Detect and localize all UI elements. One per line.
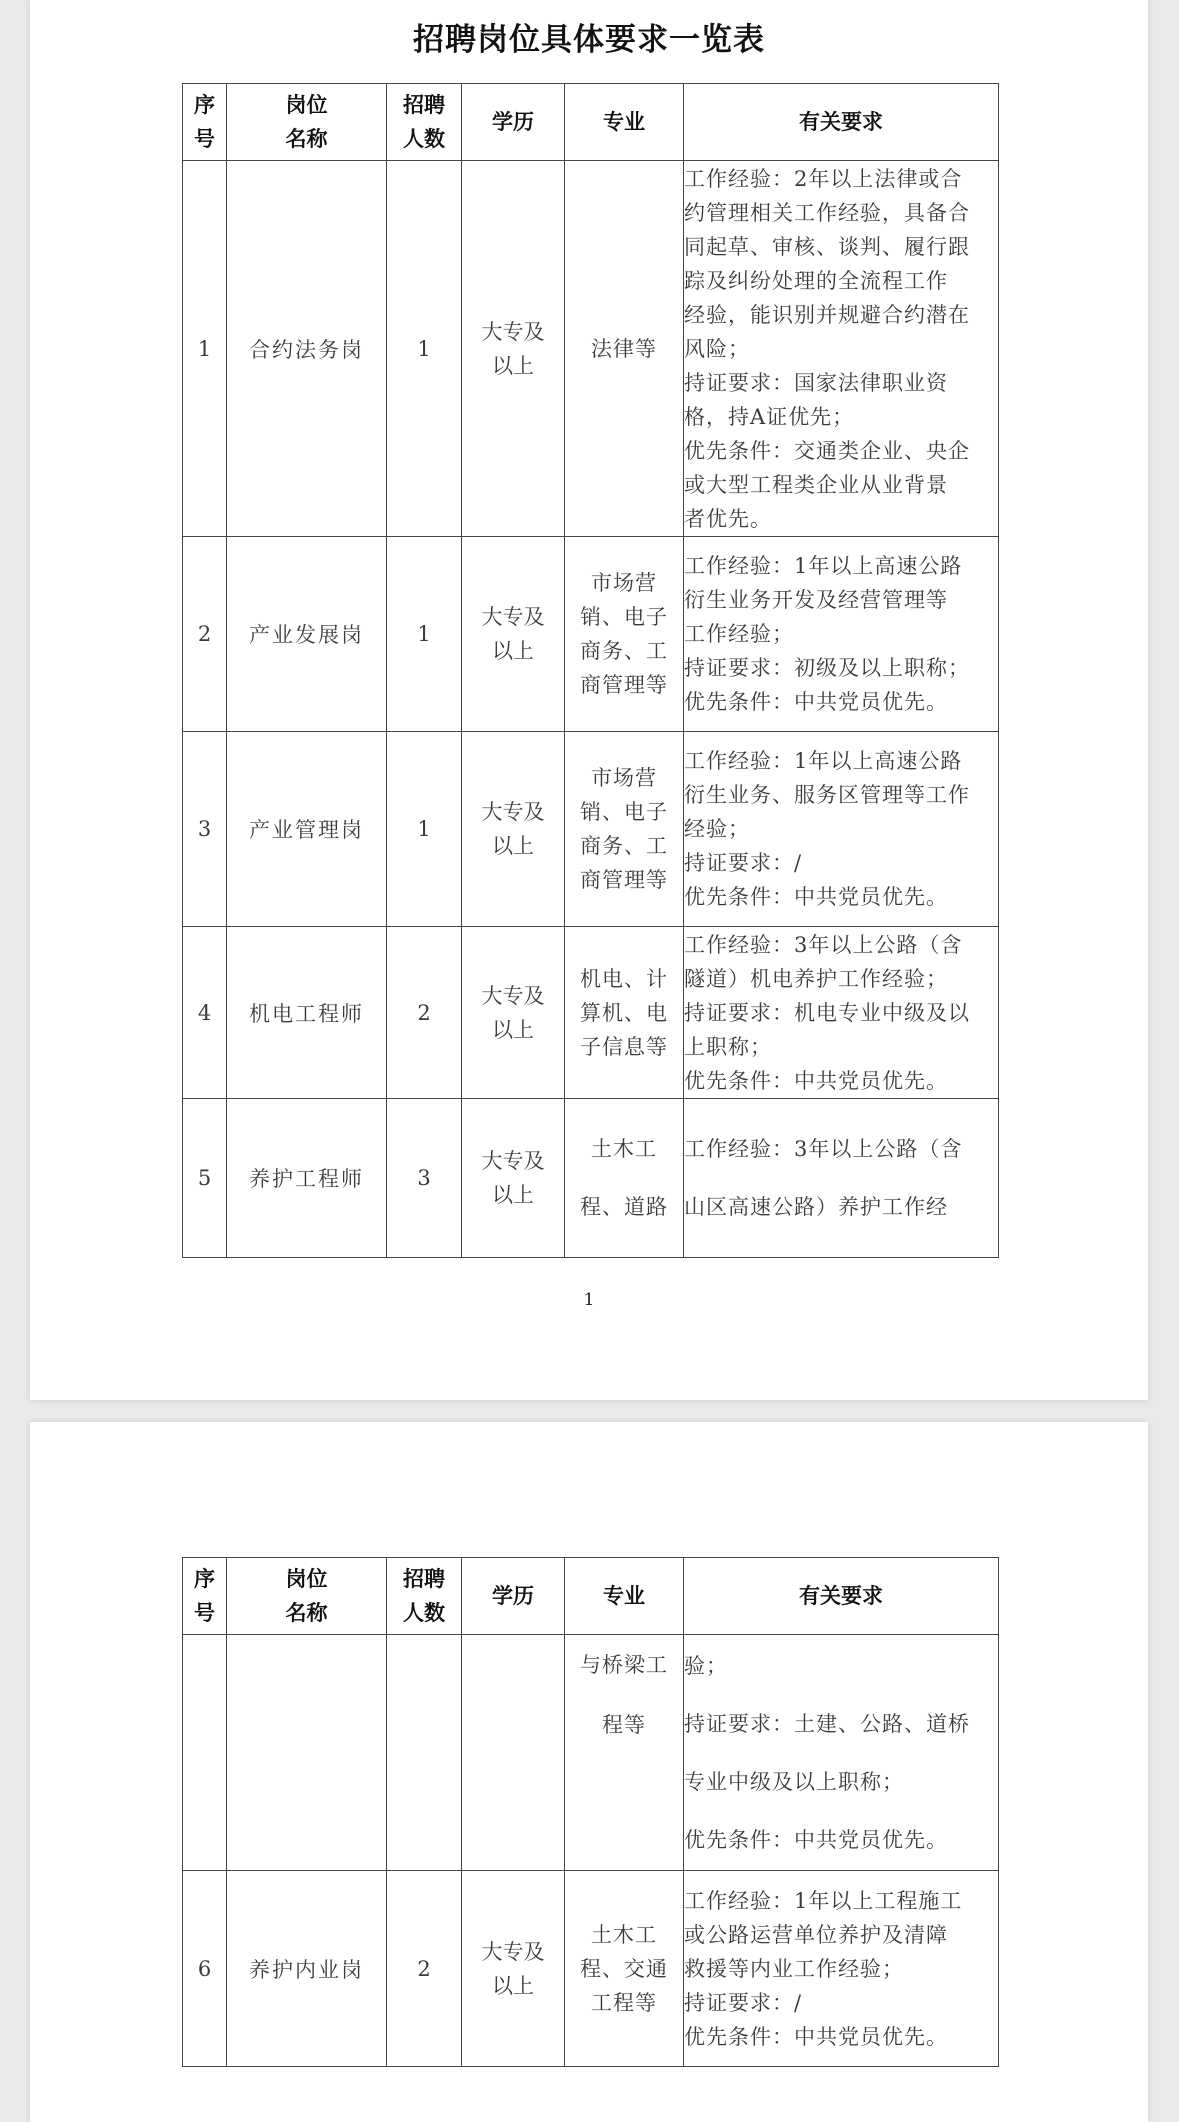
table-header-row bbox=[183, 1558, 999, 1635]
cell-position: 养护内业岗 bbox=[227, 1871, 387, 2067]
cell-count: 1 bbox=[387, 537, 462, 732]
header-education: 学历 bbox=[462, 1558, 565, 1635]
table-row bbox=[183, 1871, 999, 2067]
header-major: 专业 bbox=[565, 1558, 684, 1635]
cell-major: 土木工 程、交通 工程等 bbox=[565, 1871, 684, 2067]
requirements-table-continued bbox=[182, 1557, 999, 2067]
cell-major: 法律等 bbox=[565, 161, 684, 537]
table-row bbox=[183, 732, 999, 927]
cell-no: 1 bbox=[183, 161, 227, 537]
cell-count: 3 bbox=[387, 1099, 462, 1258]
header-position: 岗位 名称 bbox=[227, 84, 387, 161]
cell-no: 4 bbox=[183, 927, 227, 1099]
cell-no bbox=[183, 1635, 227, 1871]
cell-no: 3 bbox=[183, 732, 227, 927]
header-requirements: 有关要求 bbox=[684, 1558, 999, 1635]
table-row bbox=[183, 1099, 999, 1258]
cell-position bbox=[227, 1635, 387, 1871]
cell-major: 与桥梁工 程等 bbox=[565, 1635, 684, 1871]
requirements-table bbox=[182, 83, 999, 1258]
cell-requirements: 工作经验：3年以上公路（含 山区高速公路）养护工作经 bbox=[684, 1099, 999, 1258]
cell-count: 2 bbox=[387, 927, 462, 1099]
cell-no: 2 bbox=[183, 537, 227, 732]
cell-position: 产业管理岗 bbox=[227, 732, 387, 927]
cell-education: 大专及 以上 bbox=[462, 537, 565, 732]
cell-education: 大专及 以上 bbox=[462, 1099, 565, 1258]
cell-education: 大专及 以上 bbox=[462, 732, 565, 927]
header-no: 序 号 bbox=[183, 84, 227, 161]
cell-count bbox=[387, 1635, 462, 1871]
table-row bbox=[183, 1635, 999, 1871]
cell-position: 合约法务岗 bbox=[227, 161, 387, 537]
table-header-row bbox=[183, 84, 999, 161]
header-no: 序 号 bbox=[183, 1558, 227, 1635]
cell-requirements: 工作经验：1年以上工程施工 或公路运营单位养护及清障 救援等内业工作经验； 持证要求：/ 优先条件：中共党员优先。 bbox=[684, 1871, 999, 2067]
cell-education: 大专及 以上 bbox=[462, 161, 565, 537]
cell-education: 大专及 以上 bbox=[462, 1871, 565, 2067]
cell-position: 养护工程师 bbox=[227, 1099, 387, 1258]
cell-count: 1 bbox=[387, 732, 462, 927]
cell-requirements: 工作经验：1年以上高速公路 衍生业务开发及经营管理等 工作经验； 持证要求：初级及以上职称； 优先条件：中共党员优先。 bbox=[684, 537, 999, 732]
cell-position: 产业发展岗 bbox=[227, 537, 387, 732]
header-requirements: 有关要求 bbox=[684, 84, 999, 161]
cell-requirements: 验； 持证要求：土建、公路、道桥 专业中级及以上职称； 优先条件：中共党员优先。 bbox=[684, 1635, 999, 1871]
cell-count: 2 bbox=[387, 1871, 462, 2067]
cell-major: 市场营 销、电子 商务、工 商管理等 bbox=[565, 537, 684, 732]
cell-education bbox=[462, 1635, 565, 1871]
cell-requirements: 工作经验：1年以上高速公路 衍生业务、服务区管理等工作 经验； 持证要求：/ 优先条件：中共党员优先。 bbox=[684, 732, 999, 927]
document-page-1 bbox=[30, 0, 1148, 1400]
document-title: 招聘岗位具体要求一览表 bbox=[413, 22, 765, 58]
cell-position: 机电工程师 bbox=[227, 927, 387, 1099]
cell-major: 土木工 程、道路 bbox=[565, 1099, 684, 1258]
table-row bbox=[183, 161, 999, 537]
cell-major: 机电、计 算机、电 子信息等 bbox=[565, 927, 684, 1099]
header-position: 岗位 名称 bbox=[227, 1558, 387, 1635]
cell-education: 大专及 以上 bbox=[462, 927, 565, 1099]
cell-requirements: 工作经验：3年以上公路（含 隧道）机电养护工作经验； 持证要求：机电专业中级及以 上职称； 优先条件：中共党员优先。 bbox=[684, 927, 999, 1099]
header-major: 专业 bbox=[565, 84, 684, 161]
header-education: 学历 bbox=[462, 84, 565, 161]
table-row bbox=[183, 927, 999, 1099]
table-row bbox=[183, 537, 999, 732]
cell-no: 6 bbox=[183, 1871, 227, 2067]
page-number: 1 bbox=[583, 1290, 595, 1310]
cell-requirements: 工作经验：2年以上法律或合 约管理相关工作经验，具备合 同起草、审核、谈判、履行跟 踪及纠纷处理的全流程工作 经验，能识别并规避合约潜在 风险； 持证要求：国家法律职业资 格，持A证优先； 优先条件：交通类企业、央企 或大型工程类企业从业背景 者优先。 bbox=[684, 161, 999, 537]
header-count: 招聘 人数 bbox=[387, 84, 462, 161]
header-count: 招聘 人数 bbox=[387, 1558, 462, 1635]
cell-count: 1 bbox=[387, 161, 462, 537]
cell-major: 市场营 销、电子 商务、工 商管理等 bbox=[565, 732, 684, 927]
cell-no: 5 bbox=[183, 1099, 227, 1258]
document-page-2 bbox=[30, 1422, 1148, 2122]
